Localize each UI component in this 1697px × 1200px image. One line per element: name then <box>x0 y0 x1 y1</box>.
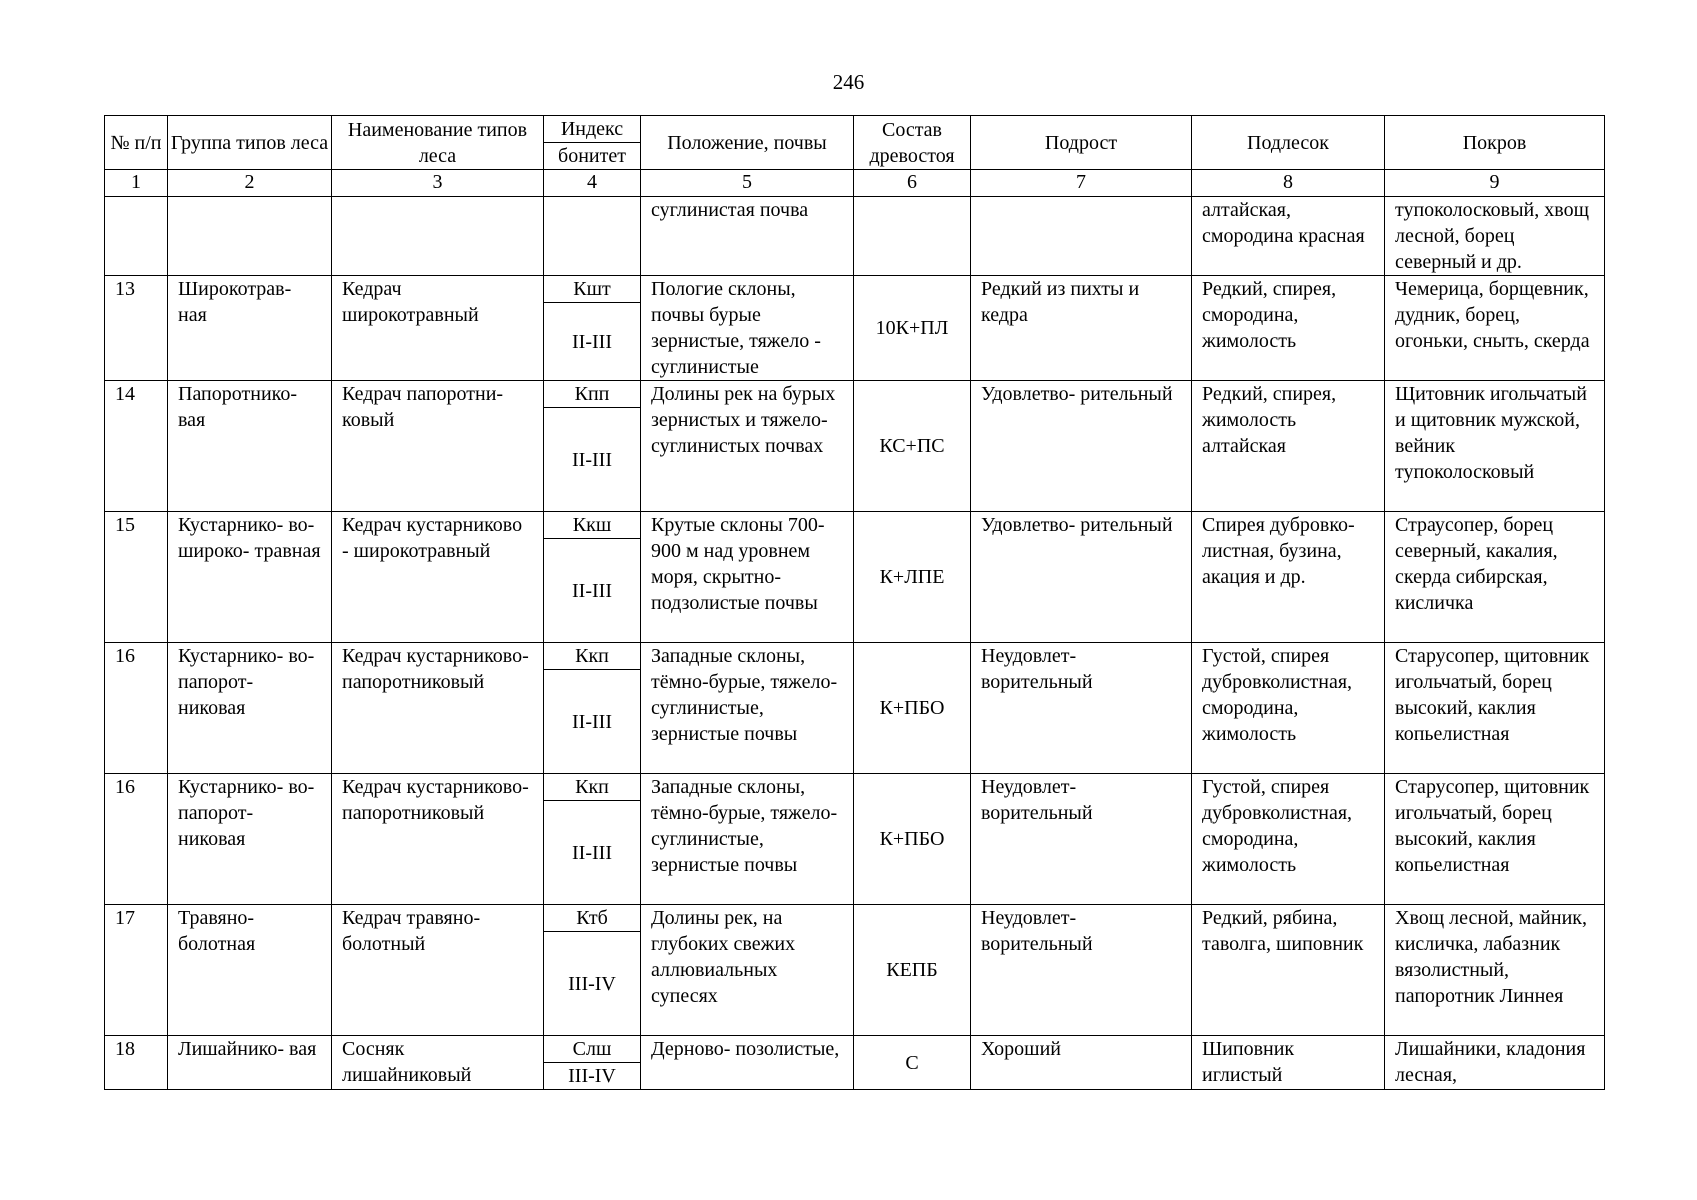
table-cell <box>332 197 544 276</box>
soil-cell: суглинистая почва <box>641 197 854 276</box>
table-cell <box>971 197 1192 276</box>
undergrowth-cell: Неудовлет- ворительный <box>971 643 1192 774</box>
soil-cell: Пологие склоны, почвы бурые зернистые, тяжело - суглинистые <box>641 276 854 381</box>
soil-cell: Западные склоны, тёмно-бурые, тяжело- суглинистые, зернистые почвы <box>641 774 854 905</box>
undergrowth-cell: Удовлетво- рительный <box>971 381 1192 512</box>
index-cell: Ктб <box>544 905 641 932</box>
num-cell: 14 <box>105 381 168 512</box>
header-soil: Положение, почвы <box>641 116 854 170</box>
stand-cell: 10К+ПЛ <box>854 276 971 381</box>
index-cell: Кпп <box>544 381 641 408</box>
stand-cell: КС+ПС <box>854 381 971 512</box>
table-row <box>105 276 1605 303</box>
header-num: № п/п <box>105 116 168 170</box>
soil-cell: Западные склоны, тёмно-бурые, тяжело- суглинистые, зернистые почвы <box>641 643 854 774</box>
header-underbrush: Подлесок <box>1192 116 1385 170</box>
underbrush-cell: Спирея дубровко- листная, бузина, акация и др. <box>1192 512 1385 643</box>
column-number-row <box>105 170 1605 197</box>
cover-cell: Старусопер, щитовник игольчатый, борец высокий, каклия копьелистная <box>1385 643 1605 774</box>
bonitet-cell: II-III <box>544 801 641 905</box>
name-cell: Кедрач папоротни- ковый <box>332 381 544 512</box>
name-cell: Кедрач кустарниково - широкотравный <box>332 512 544 643</box>
index-cell: Кшт <box>544 276 641 303</box>
undergrowth-cell: Неудовлет- ворительный <box>971 774 1192 905</box>
stand-cell: К+ЛПЕ <box>854 512 971 643</box>
undergrowth-cell: Редкий из пихты и кедра <box>971 276 1192 381</box>
cover-cell: тупоколосковый, хвощ лесной, борец северный и др. <box>1385 197 1605 276</box>
table-row <box>105 512 1605 539</box>
header-undergrowth: Подрост <box>971 116 1192 170</box>
num-cell: 16 <box>105 774 168 905</box>
underbrush-cell: Шиповник иглистый <box>1192 1036 1385 1090</box>
cover-cell: Лишайники, кладония лесная, <box>1385 1036 1605 1090</box>
num-cell: 17 <box>105 905 168 1036</box>
table-row <box>105 774 1605 801</box>
underbrush-cell: Редкий, спирея, смородина, жимолость <box>1192 276 1385 381</box>
column-number: 9 <box>1385 170 1605 197</box>
column-number: 5 <box>641 170 854 197</box>
underbrush-cell: Редкий, спирея, жимолость алтайская <box>1192 381 1385 512</box>
soil-cell: Дерново- позолистые, <box>641 1036 854 1090</box>
table-cell <box>105 197 168 276</box>
undergrowth-cell: Хороший <box>971 1036 1192 1090</box>
stand-cell: К+ПБО <box>854 774 971 905</box>
name-cell: Кедрач травяно- болотный <box>332 905 544 1036</box>
group-cell: Лишайнико- вая <box>168 1036 332 1090</box>
header-bonitet: бонитет <box>544 143 641 170</box>
bonitet-cell: II-III <box>544 539 641 643</box>
column-number: 2 <box>168 170 332 197</box>
group-cell: Кустарнико- во-широко- травная <box>168 512 332 643</box>
soil-cell: Крутые склоны 700-900 м над уровнем моря, скрытно- подзолистые почвы <box>641 512 854 643</box>
header-group: Группа типов леса <box>168 116 332 170</box>
column-number: 7 <box>971 170 1192 197</box>
cover-cell: Страусопер, борец северный, какалия, скерда сибирская, кисличка <box>1385 512 1605 643</box>
index-cell: Ккп <box>544 774 641 801</box>
group-cell: Кустарнико- во-папорот- никовая <box>168 774 332 905</box>
index-cell: Ккп <box>544 643 641 670</box>
num-cell: 13 <box>105 276 168 381</box>
underbrush-cell: Редкий, рябина, таволга, шиповник <box>1192 905 1385 1036</box>
group-cell: Широкотрав- ная <box>168 276 332 381</box>
stand-cell: С <box>854 1036 971 1090</box>
column-number: 4 <box>544 170 641 197</box>
column-number: 8 <box>1192 170 1385 197</box>
underbrush-cell: Густой, спирея дубровколистная, смородина, жимолость <box>1192 774 1385 905</box>
name-cell: Кедрач широкотравный <box>332 276 544 381</box>
group-cell: Травяно- болотная <box>168 905 332 1036</box>
name-cell: Кедрач кустарниково- папоротниковый <box>332 774 544 905</box>
underbrush-cell: Густой, спирея дубровколистная, смородина, жимолость <box>1192 643 1385 774</box>
table-cell <box>168 197 332 276</box>
table-row <box>105 905 1605 932</box>
stand-cell: К+ПБО <box>854 643 971 774</box>
continuation-row <box>105 197 1605 276</box>
column-number: 6 <box>854 170 971 197</box>
table-cell <box>854 197 971 276</box>
table-row <box>105 643 1605 670</box>
index-cell: Слш <box>544 1036 641 1063</box>
num-cell: 18 <box>105 1036 168 1090</box>
header-index: Индекс <box>544 116 641 143</box>
stand-cell: КЕПБ <box>854 905 971 1036</box>
column-number: 3 <box>332 170 544 197</box>
header-name: Наименование типов леса <box>332 116 544 170</box>
table-cell <box>544 197 641 276</box>
num-cell: 15 <box>105 512 168 643</box>
index-cell: Ккш <box>544 512 641 539</box>
soil-cell: Долины рек, на глубоких свежих аллювиальных супесях <box>641 905 854 1036</box>
underbrush-cell: алтайская, смородина красная <box>1192 197 1385 276</box>
bonitet-cell: II-III <box>544 303 641 381</box>
cover-cell: Щитовник игольчатый и щитовник мужской, вейник тупоколосковый <box>1385 381 1605 512</box>
cover-cell: Старусопер, щитовник игольчатый, борец высокий, каклия копьелистная <box>1385 774 1605 905</box>
header-stand: Состав древостоя <box>854 116 971 170</box>
num-cell: 16 <box>105 643 168 774</box>
forest-types-table <box>104 115 1605 1090</box>
group-cell: Кустарнико- во-папорот- никовая <box>168 643 332 774</box>
column-number: 1 <box>105 170 168 197</box>
group-cell: Папоротнико- вая <box>168 381 332 512</box>
cover-cell: Хвощ лесной, майник, кисличка, лабазник вязолистный, папоротник Линнея <box>1385 905 1605 1036</box>
page-number: 246 <box>832 70 865 94</box>
bonitet-cell: II-III <box>544 408 641 512</box>
header-row <box>105 116 1605 143</box>
undergrowth-cell: Удовлетво- рительный <box>971 512 1192 643</box>
table-row <box>105 381 1605 408</box>
header-cover: Покров <box>1385 116 1605 170</box>
bonitet-cell: III-IV <box>544 932 641 1036</box>
bonitet-cell: II-III <box>544 670 641 774</box>
name-cell: Сосняк лишайниковый <box>332 1036 544 1090</box>
bonitet-cell: III-IV <box>544 1063 641 1090</box>
soil-cell: Долины рек на бурых зернистых и тяжело- суглинистых почвах <box>641 381 854 512</box>
cover-cell: Чемерица, борщевник, дудник, борец, огоньки, сныть, скерда <box>1385 276 1605 381</box>
name-cell: Кедрач кустарниково- папоротниковый <box>332 643 544 774</box>
table-row <box>105 1036 1605 1063</box>
undergrowth-cell: Неудовлет- ворительный <box>971 905 1192 1036</box>
